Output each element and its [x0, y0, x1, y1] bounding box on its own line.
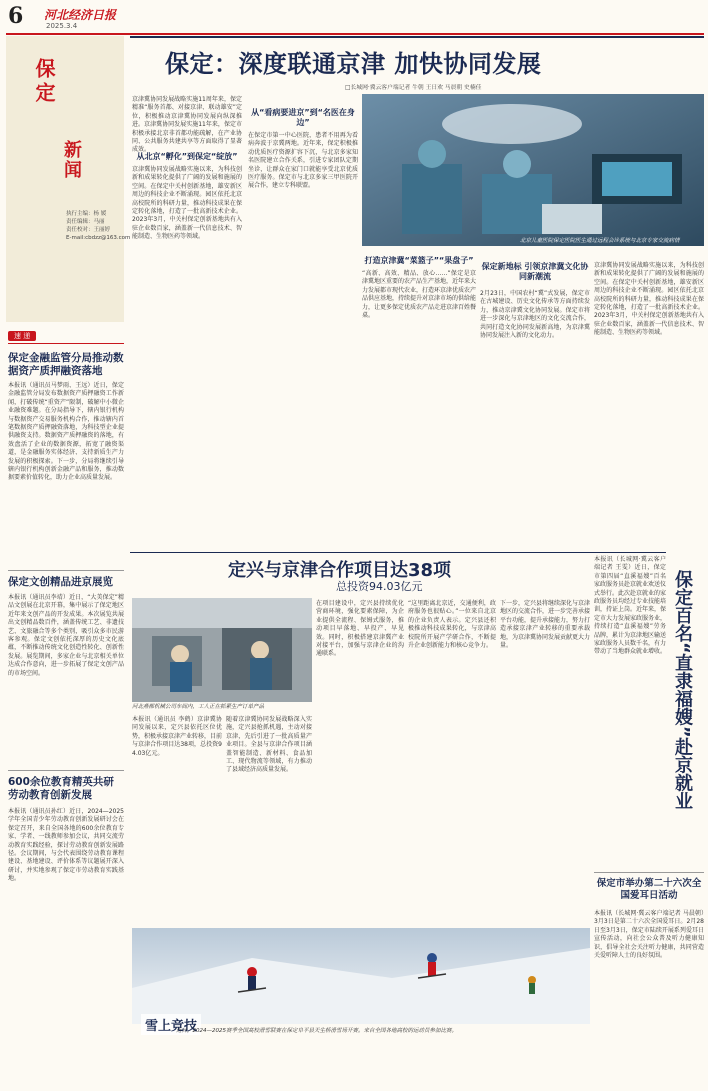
left-article-title[interactable]: 600余位教育精英共研劳动教育创新发展	[8, 776, 114, 801]
divider	[594, 872, 704, 873]
article2-body-col: “这里距离北京近，交通便利，政府服务也很贴心。”一位来自北京的企业负责人表示。定兴县还积极推动科技成果转化，与京津高校院所开展产学研合作，不断提升企业创新能力和核心竞争力。	[408, 600, 496, 650]
lead-photo	[362, 94, 704, 246]
left-article-title[interactable]: 保定金融监管分局推动数据资产质押融资落地	[8, 352, 124, 377]
lead-byline: □长城网·冀云客户端记者 牛朝 王日欢 马晨朝 史楠佳	[345, 85, 482, 91]
ski-photo	[132, 928, 590, 1024]
left-article-body: 本报讯（通讯员孙红）近日，2024—2025学年全国青少年劳动教育创新发展研讨会在保定召开，来自全国各地的600余位教育专家、学者、一线教师参加会议，共同交流劳动教育实践经验，探讨劳动教育创新发展路径。会议期间，与会代表围绕劳动教育课程建设、基地建设、评价体系等议题展开深入研讨，并实地参观了保定市劳动教育实践基地。	[8, 808, 124, 883]
lead-body-col: 京津冀协同发展战略实施以来，为科技创新和成果转化提供了广阔的发展和施展的空间。在保定中关村创新基地，雄安新区周边的科技企业不断涌现。园区依托北京高校院所的科研力量，推动科技成果在保定转化落地，打造了一批高新技术企业。2023年3月，中关村保定创新基地共有入驻企业数百家，涵盖新一代信息技术、智能制造、生物医药等领域。	[132, 166, 242, 241]
lead-body-col: 在保定市第一中心医院，患者不用再为看病奔波于京冀两地。近年来，保定积极推动优质医疗资源扩容下沉，与北京多家知名医院建立合作关系，引进专家团队定期坐诊，让群众在家门口就能享受北京优质医疗服务。保定市与北京多家三甲医院开展合作，建立专科联盟。	[248, 132, 358, 190]
lead-body-col: 2月23日，中国农村“冀”式发展，保定市在古城建设、历史文化传承等方面持续发力，推动京津冀文化协同发展。保定市将进一步深化与京津地区的文化交流合作，共同打造文化协同发展新高地，为京津冀协同发展注入新的文化动力。	[480, 290, 590, 340]
lead-body-col: 京津冀协同发展战略实施11周年来，保定精准“服务首都、对接京津、联动雄安”定位，积极推动京津冀协同发展向纵深推进。京津冀协同发展实施11年来，保定市积极承接北京非首都功能疏解，在产业协同、公共服务共建共享等方面取得了显著成效。	[132, 96, 242, 154]
right-article-body: 本报讯（长城网·冀云客户端记者 王雯）近日，保定市第四届“直溪福嫂”百名家政服务员赴京就业欢送仪式举行。此次赴京就业的家政服务员均经过专业技能培训，持证上岗。近年来，保定市大力发展家政服务业，持续打造“直溪福嫂”劳务品牌，累计为京津地区输送家政服务人员数千名，有力带动了当地群众就业增收。	[594, 556, 667, 656]
staff-line: 责任编辑：马丽	[66, 219, 105, 225]
lead-body-col: 京津冀协同发展战略实施以来，为科技创新和成果转化提供了广阔的发展和施展的空间。在保定中关村创新基地，雄安新区周边的科技企业不断涌现。园区依托北京高校院所的科研力量，推动科技成果在保定转化落地，打造了一批高新技术企业。2023年3月，中关村保定创新基地共有入驻企业数百家，涵盖新一代信息技术、智能制造、生物医药等领域。	[594, 262, 704, 337]
staff-credits	[66, 210, 130, 242]
bottom-right-body: 本报讯（长城网·冀云客户端记者 马晨朝）3月3日是第二十六次全国爱耳日。2月28日至3月3日，保定市陆续开展系列爱耳日宣传活动，向社会公众普及听力健康知识，倡导全社会关注听力健康，共同营造关爱听障人士的良好氛围。	[594, 910, 704, 960]
bottom-right-headline[interactable]: 保定市举办第二十六次全国爱耳日活动	[596, 878, 702, 901]
section-title-baoding: 保定	[32, 58, 56, 106]
article2-body-col: 在项目建设中，定兴县持续优化营商环境，强化要素保障，为企业提供全流程、保姆式服务，推动项目早落地、早投产、早见效。同时，积极搭建京津冀产业对接平台，加强与京津企业的沟通联系。	[316, 600, 404, 658]
left-article-body: 本报讯（通讯员李靖）近日，“大美保定”精品文创展在北京开幕，集中展示了保定地区近年来文创产品的开发成果。本次展览共展出文创精品数百件，涵盖传统工艺、非遗技艺、文旅融合等多个类别，吸引众多市民游客参观。保定文创依托深厚的历史文化底蕴，不断推动传统文化创造性转化、创新性发展。展览期间，多家企业与北京相关单位达成合作意向，进一步拓展了保定文创产品的市场空间。	[8, 594, 124, 677]
header-rule	[6, 33, 704, 35]
article2-subheadline: 总投资94.03亿元	[336, 580, 423, 593]
right-article-headline[interactable]: 保定百名“直隶福嫂”赴京就业	[672, 570, 693, 810]
newspaper-logo: 河北经济日报	[44, 8, 117, 22]
page-number: 6	[8, 3, 24, 29]
lead-subhead: 从“看病要进京”到“名医在身边”	[251, 108, 355, 127]
divider	[8, 770, 124, 771]
ski-photo-icon	[132, 928, 590, 1024]
article2-headline[interactable]: 定兴与京津合作项目达38项	[228, 560, 452, 581]
section-title-news: 新闻	[61, 140, 82, 180]
issue-date: 2025.3.4	[46, 22, 78, 30]
divider	[8, 570, 124, 571]
left-article-title[interactable]: 保定文创精品进京展览	[8, 576, 113, 588]
left-article-body: 本报讯（通讯员马梦雨、王远）近日，保定金融监管分局发布数据资产质押融资工作新闻，打破传统“重资产”限制，破解中小微企业融资难题。在分局指导下，辖内银行机构与数据资产交易服务机构合作，推动辖内首笔数据资产质押融资落地，为科技型企业提供融资支持。数据资产质押融资的落地，有效盘活了企业的数据资源，拓宽了融资渠道，是金融服务实体经济、支持新质生产力发展的积极探索。下一步，分局将继续引导辖内银行机构创新金融产品和服务，推动数据要素价值转化，助力企业高质量发展。	[8, 382, 124, 482]
factory-photo	[132, 598, 312, 702]
staff-email[interactable]: E-mail:cbdzz@163.com	[66, 235, 131, 241]
ski-photo-title: 雪上竞技	[141, 1014, 201, 1035]
staff-line: 执行主编：杨 媛	[66, 211, 107, 217]
factory-photo-icon	[132, 598, 312, 702]
express-rule	[8, 343, 124, 344]
surgery-photo-icon	[362, 94, 704, 246]
factory-photo-caption: 河北燕都机械公司车间内，工人正在抓紧生产订单产品	[132, 704, 265, 710]
lead-subhead: 从北京“孵化”到保定“绽放”	[136, 152, 238, 161]
express-tag: 速 递	[8, 331, 36, 341]
article2-body-col: 本报讯（通讯员 李鹤）京津冀协同发展以来，定兴县依托区位优势，积极承接京津产业转移，目前与京津合作项目达38项，总投资94.03亿元。	[132, 716, 223, 757]
article2-body-col: 下一步，定兴县将继续深化与京津地区的交流合作，进一步完善承接平台功能，提升承接能力，努力打造承接京津产业转移的重要承载地，为京津冀协同发展贡献更大力量。	[500, 600, 591, 650]
staff-line: 责任校对：王丽婷	[66, 227, 111, 233]
lead-subhead: 打造京津冀“菜篮子”“果盘子”	[364, 256, 474, 265]
lead-headline[interactable]: 保定：深度联通京津 加快协同发展	[165, 50, 542, 78]
article2-body-col: 随着京津冀协同发展战略深入实施，定兴县抢抓机遇，主动对接京津，先后引进了一批高质量产业项目。全县与京津合作项目涵盖智能制造、新材料、食品加工、现代物流等领域，有力推动了县域经济高质量发展。	[226, 716, 312, 774]
lead-body-col: “高新、高效、精品、放心……”保定是京津冀地区重要的农产品生产基地，近年来大力发展都市现代农业，打造环京津优质农产品供应基地，持续提升对京津市场的供给能力，让更多保定优质农产品走进京津百姓餐桌。	[362, 270, 477, 320]
lead-rule	[130, 36, 704, 38]
ski-photo-caption: 近日，2024—2025赛季全国高校滑雪联赛在保定阜平县天生桥滑雪场开赛。来自全国各地高校的运动员参加比赛。	[176, 1028, 457, 1034]
lead-subhead: 保定新地标 引领京津冀文化协同新潮流	[481, 262, 589, 281]
divider	[130, 552, 666, 553]
lead-photo-caption: 北京儿童医院保定医院医生通过远程会诊系统与北京专家交流病情	[520, 238, 680, 244]
